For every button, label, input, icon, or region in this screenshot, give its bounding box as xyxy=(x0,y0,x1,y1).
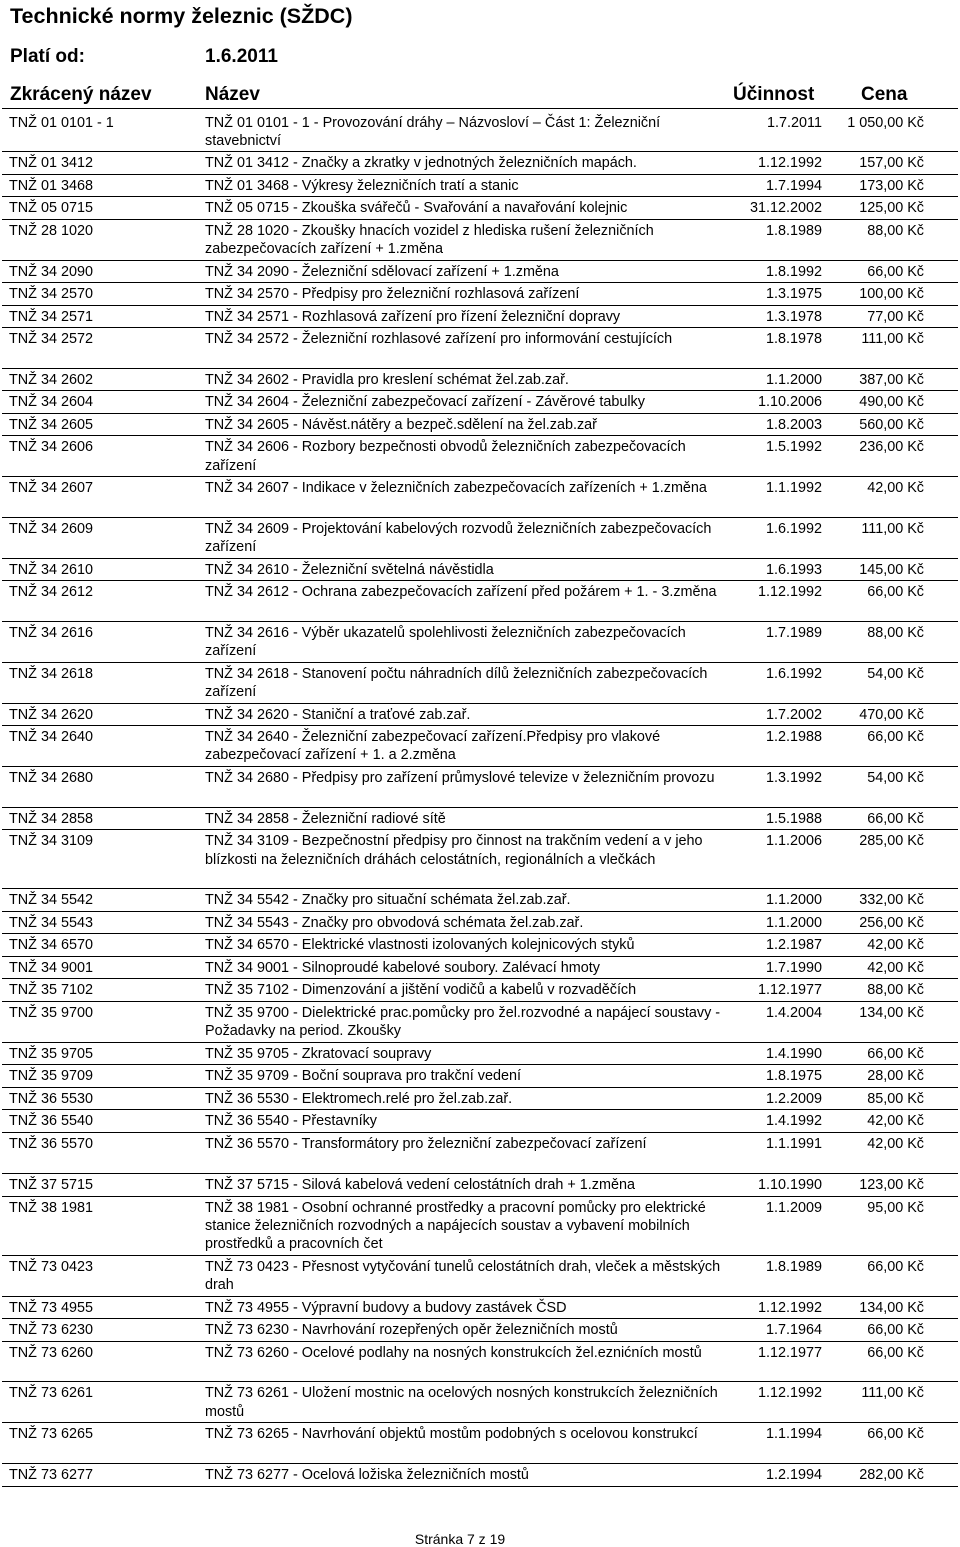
row-code: TNŽ 35 9700 xyxy=(9,1004,93,1021)
row-price: 95,00 Kč xyxy=(867,1199,924,1216)
row-effective-date: 31.12.2002 xyxy=(749,200,822,217)
row-divider xyxy=(2,282,958,283)
row-divider xyxy=(2,807,958,808)
row-price: 85,00 Kč xyxy=(867,1090,924,1107)
row-divider xyxy=(2,621,958,622)
row-price: 77,00 Kč xyxy=(867,308,924,325)
row-price: 66,00 Kč xyxy=(867,1258,924,1275)
row-divider xyxy=(2,580,958,581)
row-price: 42,00 Kč xyxy=(867,1135,924,1152)
row-divider xyxy=(2,327,958,328)
row-price: 134,00 Kč xyxy=(859,1004,924,1021)
row-effective-date: 1.7.2011 xyxy=(767,114,822,131)
row-price: 285,00 Kč xyxy=(859,833,924,850)
row-name: TNŽ 37 5715 - Silová kabelová vedení celostátních drah + 1.změna xyxy=(205,1177,635,1194)
row-divider xyxy=(2,558,958,559)
row-price: 66,00 Kč xyxy=(867,1322,924,1339)
row-code: TNŽ 35 9709 xyxy=(9,1068,93,1085)
row-name: TNŽ 34 2612 - Ochrana zabezpečovacích zařízení před požárem + 1. - 3.změna xyxy=(205,584,717,601)
row-price: 54,00 Kč xyxy=(867,665,924,682)
row-effective-date: 1.8.1989 xyxy=(765,1258,822,1275)
row-price: 145,00 Kč xyxy=(859,561,924,578)
row-code: TNŽ 34 2616 xyxy=(9,625,93,642)
row-price: 66,00 Kč xyxy=(867,1344,924,1361)
row-name: TNŽ 34 9001 - Silnoproudé kabelové soubory. Zalévací hmoty xyxy=(205,959,600,976)
row-name: TNŽ 36 5540 - Přestavníky xyxy=(205,1113,377,1130)
row-effective-date: 1.4.1990 xyxy=(765,1045,822,1062)
row-code: TNŽ 01 3412 xyxy=(9,155,93,172)
column-short-name: Zkrácený název xyxy=(10,84,152,105)
row-code: TNŽ 28 1020 xyxy=(9,222,93,239)
row-divider xyxy=(2,1463,958,1464)
row-code: TNŽ 36 5540 xyxy=(9,1113,93,1130)
row-code: TNŽ 37 5715 xyxy=(9,1177,93,1194)
row-price: 1 050,00 Kč xyxy=(847,114,924,131)
row-code: TNŽ 34 5543 xyxy=(9,914,93,931)
row-effective-date: 1.12.1992 xyxy=(757,584,822,601)
row-code: TNŽ 73 6261 xyxy=(9,1385,93,1402)
row-code: TNŽ 73 6265 xyxy=(9,1426,93,1443)
row-effective-date: 1.12.1977 xyxy=(757,1344,822,1361)
row-effective-date: 1.3.1978 xyxy=(765,308,822,325)
row-price: 42,00 Kč xyxy=(867,1113,924,1130)
row-code: TNŽ 34 6570 xyxy=(9,937,93,954)
row-price: 123,00 Kč xyxy=(859,1177,924,1194)
row-divider xyxy=(2,978,958,979)
row-price: 88,00 Kč xyxy=(867,982,924,999)
row-code: TNŽ 34 2606 xyxy=(9,439,93,456)
row-effective-date: 1.2.1994 xyxy=(765,1467,822,1483)
row-price: 490,00 Kč xyxy=(859,394,924,411)
row-effective-date: 1.12.1992 xyxy=(757,155,822,172)
column-name: Název xyxy=(205,84,260,105)
row-code: TNŽ 73 6277 xyxy=(9,1467,93,1483)
row-name: TNŽ 35 9709 - Boční souprava pro trakční vedení xyxy=(205,1068,521,1085)
row-effective-date: 1.12.1977 xyxy=(757,982,822,999)
header-divider xyxy=(2,108,958,109)
row-divider xyxy=(2,1318,958,1319)
row-divider xyxy=(2,933,958,934)
row-effective-date: 1.1.1991 xyxy=(765,1135,822,1152)
row-name: TNŽ 34 2640 - Železniční zabezpečovací zařízení.Předpisy pro vlakové zabezpečovací zařízení + 1. a 2.změna xyxy=(205,729,661,764)
row-name: TNŽ 73 6261 - Uložení mostnic na ocelových nosných konstrukcích železničních mostů xyxy=(205,1385,718,1420)
row-code: TNŽ 73 4955 xyxy=(9,1299,93,1316)
row-effective-date: 1.7.1964 xyxy=(765,1322,822,1339)
row-name: TNŽ 36 5570 - Transformátory pro železniční zabezpečovací zařízení xyxy=(205,1135,647,1152)
row-code: TNŽ 34 2609 xyxy=(9,521,93,537)
row-divider xyxy=(2,1001,958,1002)
row-code: TNŽ 34 2610 xyxy=(9,561,93,578)
valid-from-label: Platí od: xyxy=(10,46,85,67)
row-name: TNŽ 34 2605 - Návěst.nátěry a bezpeč.sdělení na žel.zab.zař xyxy=(205,416,597,433)
row-divider xyxy=(2,888,958,889)
row-name: TNŽ 34 2570 - Předpisy pro železniční rozhlasová zařízení xyxy=(205,286,580,303)
document-title: Technické normy železnic (SŽDC) xyxy=(10,4,353,28)
row-name: TNŽ 34 2610 - Železniční světelná návěstidla xyxy=(205,561,494,578)
row-name: TNŽ 34 2602 - Pravidla pro kreslení schémat žel.zab.zař. xyxy=(205,371,569,388)
row-code: TNŽ 73 6230 xyxy=(9,1322,93,1339)
column-price: Cena xyxy=(861,84,908,105)
table-header xyxy=(0,84,960,108)
row-effective-date: 1.6.1992 xyxy=(765,521,822,537)
row-code: TNŽ 34 2090 xyxy=(9,263,93,280)
row-divider xyxy=(2,476,958,477)
row-code: TNŽ 34 2604 xyxy=(9,394,93,411)
row-effective-date: 1.4.2004 xyxy=(765,1004,822,1021)
row-name: TNŽ 28 1020 - Zkoušky hnacích vozidel z hlediska rušení železničních zabezpečovacích zařízení + 1.změna xyxy=(205,222,654,258)
row-effective-date: 1.10.2006 xyxy=(757,394,822,411)
row-code: TNŽ 35 9705 xyxy=(9,1045,93,1062)
row-code: TNŽ 73 0423 xyxy=(9,1258,93,1275)
row-divider xyxy=(2,1087,958,1088)
row-divider xyxy=(2,1296,958,1297)
row-divider xyxy=(2,1064,958,1065)
row-code: TNŽ 34 2620 xyxy=(9,706,93,723)
row-effective-date: 1.2.1987 xyxy=(765,937,822,954)
row-price: 236,00 Kč xyxy=(859,439,924,456)
row-price: 66,00 Kč xyxy=(867,729,924,746)
row-code: TNŽ 34 2605 xyxy=(9,416,93,433)
row-divider xyxy=(2,662,958,663)
row-divider xyxy=(2,1422,958,1423)
row-price: 256,00 Kč xyxy=(859,914,924,931)
row-code: TNŽ 34 2570 xyxy=(9,286,93,303)
row-price: 100,00 Kč xyxy=(859,286,924,303)
valid-from-date: 1.6.2011 xyxy=(205,46,278,67)
row-divider xyxy=(2,911,958,912)
row-divider xyxy=(2,368,958,369)
row-name: TNŽ 34 5543 - Značky pro obvodová schémata žel.zab.zař. xyxy=(205,914,584,931)
row-price: 282,00 Kč xyxy=(859,1467,924,1483)
row-effective-date: 1.8.1978 xyxy=(765,331,822,348)
row-name: TNŽ 35 7102 - Dimenzování a jištění vodičů a kabelů v rozvaděčích xyxy=(205,982,637,999)
row-price: 470,00 Kč xyxy=(859,706,924,723)
row-divider xyxy=(2,766,958,767)
row-effective-date: 1.1.2000 xyxy=(765,914,822,931)
row-name: TNŽ 34 2620 - Staniční a traťové zab.zař. xyxy=(205,706,471,723)
row-name: TNŽ 35 9705 - Zkratovací soupravy xyxy=(205,1045,432,1062)
row-name: TNŽ 34 2090 - Železniční sdělovací zařízení + 1.změna xyxy=(205,263,559,280)
row-divider xyxy=(2,196,958,197)
row-price: 332,00 Kč xyxy=(859,892,924,909)
row-code: TNŽ 34 2607 xyxy=(9,480,93,497)
row-code: TNŽ 34 2680 xyxy=(9,770,93,786)
row-code: TNŽ 73 6260 xyxy=(9,1344,93,1361)
row-price: 42,00 Kč xyxy=(867,480,924,497)
row-name: TNŽ 34 2606 - Rozbory bezpečnosti obvodů železničních zabezpečovacích zařízení xyxy=(205,439,686,474)
row-price: 560,00 Kč xyxy=(859,416,924,433)
row-effective-date: 1.8.1989 xyxy=(765,222,822,239)
row-name: TNŽ 34 2607 - Indikace v železničních zabezpečovacích zařízeních + 1.změna xyxy=(205,480,707,497)
row-name: TNŽ 73 0423 - Přesnost vytyčování tunelů celostátních drah, vleček a městských drah xyxy=(205,1258,721,1294)
row-divider xyxy=(2,1196,958,1197)
row-effective-date: 1.8.1975 xyxy=(765,1068,822,1085)
row-code: TNŽ 34 2572 xyxy=(9,331,93,348)
row-name: TNŽ 34 5542 - Značky pro situační schémata žel.zab.zař. xyxy=(205,892,571,909)
row-code: TNŽ 34 5542 xyxy=(9,892,93,909)
row-name: TNŽ 01 3412 - Značky a zkratky v jednotných železničních mapách. xyxy=(205,155,637,172)
row-effective-date: 1.7.1990 xyxy=(765,959,822,976)
row-code: TNŽ 34 3109 xyxy=(9,833,93,850)
row-effective-date: 1.3.1975 xyxy=(765,286,822,303)
row-price: 42,00 Kč xyxy=(867,959,924,976)
row-name: TNŽ 38 1981 - Osobní ochranné prostředky a pracovní pomůcky pro elektrické stanice železničních rozvodných a napájecích soustav a vybavení mobilních prostředků a pracovních čet xyxy=(205,1199,706,1253)
row-name: TNŽ 34 3109 - Bezpečnostní předpisy pro činnost na trakčním vedení a v jeho blízkosti na železničních dráhách celostátních, regionálních a vlečkách xyxy=(205,833,703,868)
row-name: TNŽ 01 0101 - 1 - Provozování dráhy – Názvosloví – Část 1: Železniční stavebnictví xyxy=(205,114,661,149)
column-effective: Účinnost xyxy=(733,84,815,105)
row-effective-date: 1.7.2002 xyxy=(765,706,822,723)
row-name: TNŽ 73 6230 - Navrhování rozepřených opěr železničních mostů xyxy=(205,1322,618,1339)
row-price: 111,00 Kč xyxy=(861,521,924,537)
row-code: TNŽ 34 2612 xyxy=(9,584,93,601)
row-effective-date: 1.1.2006 xyxy=(765,833,822,850)
row-code: TNŽ 34 2618 xyxy=(9,665,93,682)
row-price: 66,00 Kč xyxy=(867,810,924,827)
row-effective-date: 1.5.1992 xyxy=(765,439,822,456)
row-effective-date: 1.7.1989 xyxy=(765,625,822,642)
row-effective-date: 1.1.2009 xyxy=(765,1199,822,1216)
row-code: TNŽ 36 5530 xyxy=(9,1090,93,1107)
row-divider xyxy=(2,413,958,414)
row-effective-date: 1.1.1992 xyxy=(765,480,822,497)
row-price: 157,00 Kč xyxy=(859,155,924,172)
row-price: 66,00 Kč xyxy=(867,263,924,280)
row-effective-date: 1.5.1988 xyxy=(765,810,822,827)
row-price: 125,00 Kč xyxy=(859,200,924,217)
row-divider xyxy=(2,703,958,704)
row-effective-date: 1.6.1993 xyxy=(765,561,822,578)
row-name: TNŽ 34 2616 - Výběr ukazatelů spolehlivosti železničních zabezpečovacích zařízení xyxy=(205,625,686,660)
row-divider xyxy=(2,1132,958,1133)
row-divider xyxy=(2,1341,958,1342)
row-name: TNŽ 01 3468 - Výkresy železničních tratí a stanic xyxy=(205,177,519,194)
row-divider xyxy=(2,390,958,391)
row-code: TNŽ 38 1981 xyxy=(9,1199,93,1216)
row-name: TNŽ 34 2571 - Rozhlasová zařízení pro řízení železniční dopravy xyxy=(205,308,621,325)
row-effective-date: 1.12.1992 xyxy=(757,1299,822,1316)
row-price: 28,00 Kč xyxy=(867,1068,924,1085)
row-divider xyxy=(2,725,958,726)
row-effective-date: 1.1.2000 xyxy=(765,892,822,909)
row-name: TNŽ 34 2604 - Železniční zabezpečovací zařízení - Závěrové tabulky xyxy=(205,394,645,411)
row-name: TNŽ 34 2609 - Projektování kabelových rozvodů železničních zabezpečovacích zařízení xyxy=(205,521,712,556)
row-price: 88,00 Kč xyxy=(867,222,924,239)
row-name: TNŽ 05 0715 - Zkouška svářečů - Svařování a navařování kolejnic xyxy=(205,200,628,217)
row-price: 66,00 Kč xyxy=(867,584,924,601)
row-effective-date: 1.3.1992 xyxy=(765,770,822,786)
row-name: TNŽ 34 2680 - Předpisy pro zařízení průmyslové televize v železničním provozu xyxy=(205,770,715,786)
row-name: TNŽ 36 5530 - Elektromech.relé pro žel.zab.zař. xyxy=(205,1090,513,1107)
row-name: TNŽ 73 6277 - Ocelová ložiska železničních mostů xyxy=(205,1467,529,1483)
row-divider xyxy=(2,174,958,175)
row-name: TNŽ 35 9700 - Dielektrické prac.pomůcky pro žel.rozvodné a napájecí soustavy - Požadavky na period. Zkoušky xyxy=(205,1004,721,1040)
row-price: 387,00 Kč xyxy=(859,371,924,388)
row-divider xyxy=(2,1109,958,1110)
page-number: Stránka 7 z 19 xyxy=(414,1531,506,1547)
row-name: TNŽ 73 6265 - Navrhování objektů mostům podobných s ocelovou konstrukcí xyxy=(205,1426,698,1443)
row-effective-date: 1.8.1992 xyxy=(765,263,822,280)
row-price: 66,00 Kč xyxy=(867,1045,924,1062)
row-code: TNŽ 34 2858 xyxy=(9,810,93,827)
row-price: 42,00 Kč xyxy=(867,937,924,954)
row-price: 88,00 Kč xyxy=(867,625,924,642)
row-divider xyxy=(2,1173,958,1174)
row-name: TNŽ 34 2858 - Železniční radiové sítě xyxy=(205,810,446,827)
row-name: TNŽ 34 6570 - Elektrické vlastnosti izolovaných kolejnicových styků xyxy=(205,937,635,954)
row-effective-date: 1.1.1994 xyxy=(765,1426,822,1443)
row-divider xyxy=(2,1042,958,1043)
row-divider xyxy=(2,1255,958,1256)
row-divider xyxy=(2,517,958,518)
row-divider xyxy=(2,829,958,830)
row-code: TNŽ 05 0715 xyxy=(9,200,93,217)
row-divider xyxy=(2,305,958,306)
row-divider xyxy=(2,151,958,152)
row-effective-date: 1.2.2009 xyxy=(765,1090,822,1107)
row-divider xyxy=(2,1381,958,1382)
row-price: 54,00 Kč xyxy=(867,770,924,786)
row-code: TNŽ 34 9001 xyxy=(9,959,93,976)
row-divider xyxy=(2,219,958,220)
row-code: TNŽ 35 7102 xyxy=(9,982,93,999)
row-code: TNŽ 36 5570 xyxy=(9,1135,93,1152)
row-effective-date: 1.2.1988 xyxy=(765,729,822,746)
row-divider xyxy=(2,956,958,957)
row-divider xyxy=(2,435,958,436)
row-effective-date: 1.10.1990 xyxy=(757,1177,822,1194)
row-name: TNŽ 34 2572 - Železniční rozhlasové zařízení pro informování cestujících xyxy=(205,331,673,348)
row-price: 66,00 Kč xyxy=(867,1426,924,1443)
row-code: TNŽ 01 0101 - 1 xyxy=(9,114,114,131)
row-effective-date: 1.7.1994 xyxy=(765,177,822,194)
row-divider xyxy=(2,1486,958,1487)
row-effective-date: 1.12.1992 xyxy=(757,1385,822,1402)
row-effective-date: 1.6.1992 xyxy=(765,665,822,682)
row-code: TNŽ 34 2602 xyxy=(9,371,93,388)
row-code: TNŽ 34 2571 xyxy=(9,308,93,325)
row-name: TNŽ 73 4955 - Výpravní budovy a budovy zastávek ČSD xyxy=(205,1299,567,1316)
row-price: 134,00 Kč xyxy=(859,1299,924,1316)
row-name: TNŽ 34 2618 - Stanovení počtu náhradních dílů železničních zabezpečovacích zařízení xyxy=(205,665,708,701)
row-code: TNŽ 34 2640 xyxy=(9,729,93,746)
row-divider xyxy=(2,260,958,261)
row-code: TNŽ 01 3468 xyxy=(9,177,93,194)
row-effective-date: 1.8.2003 xyxy=(765,416,822,433)
row-price: 173,00 Kč xyxy=(859,177,924,194)
row-name: TNŽ 73 6260 - Ocelové podlahy na nosných konstrukcích žel.eznićních mostů xyxy=(205,1344,702,1361)
row-effective-date: 1.4.1992 xyxy=(765,1113,822,1130)
row-price: 111,00 Kč xyxy=(861,331,924,348)
row-price: 111,00 Kč xyxy=(861,1385,924,1402)
row-effective-date: 1.1.2000 xyxy=(765,371,822,388)
